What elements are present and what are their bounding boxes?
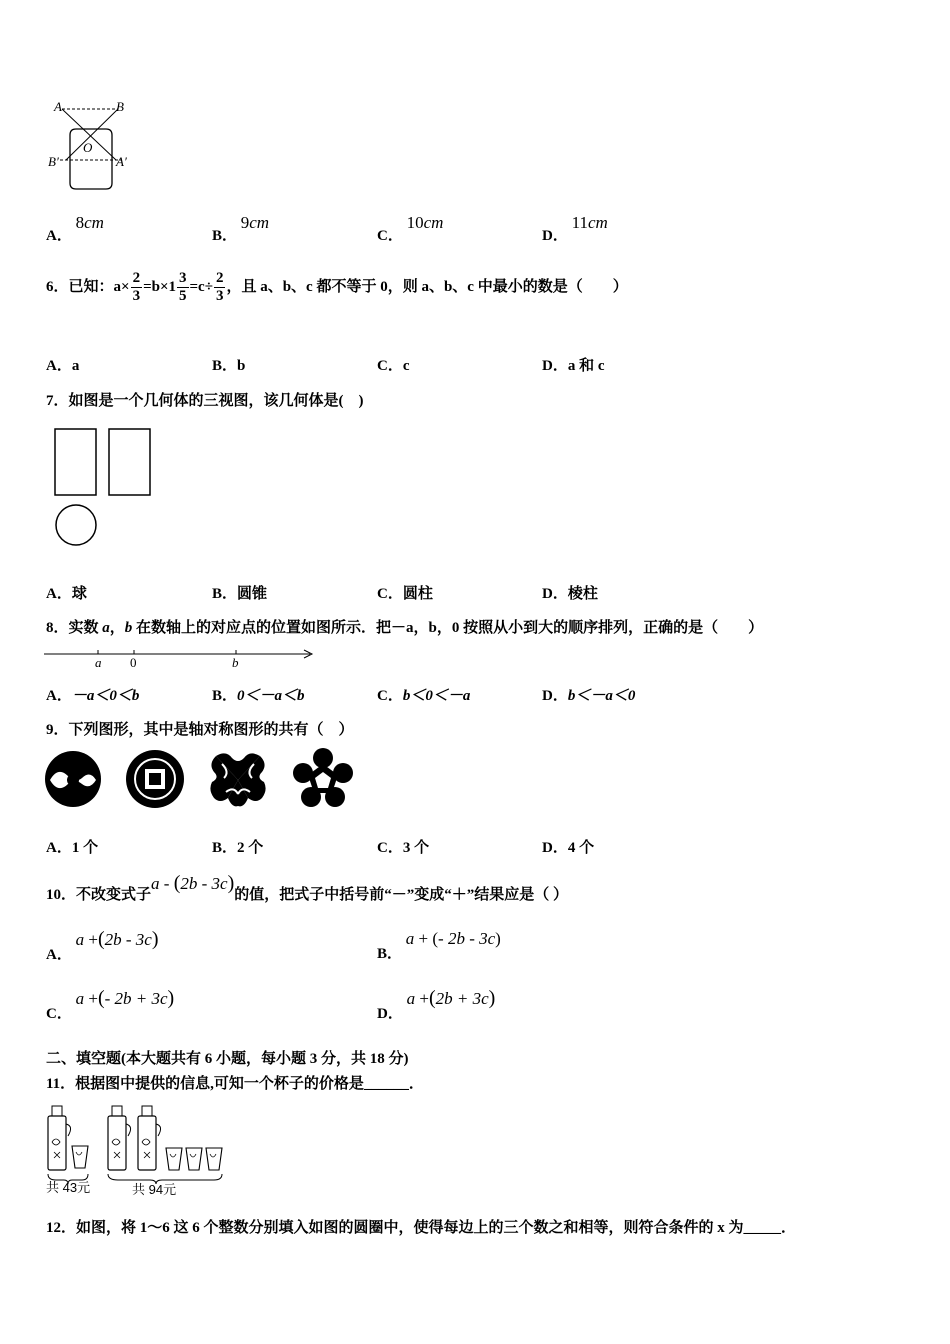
option-letter: A． bbox=[46, 947, 72, 963]
q10-option-d[interactable] bbox=[377, 987, 496, 1022]
option-letter: A． bbox=[46, 840, 72, 856]
q9-option-c[interactable] bbox=[377, 836, 429, 857]
option-unit: cm bbox=[423, 213, 444, 232]
q6-fraction-1 bbox=[131, 270, 143, 305]
q7-three-view-figure bbox=[50, 424, 160, 550]
q6-option-c[interactable] bbox=[377, 354, 410, 375]
q8-stem-pre: 8．实数 bbox=[46, 620, 103, 636]
option-letter: D． bbox=[542, 358, 568, 374]
label-O: O bbox=[83, 140, 93, 155]
paren-close: ) bbox=[495, 929, 501, 948]
denominator: 3 bbox=[132, 288, 141, 304]
q9-option-a[interactable] bbox=[46, 836, 98, 857]
paren-close: ) bbox=[227, 872, 235, 894]
option-value: 11 bbox=[571, 213, 588, 232]
q6-mid-1: =b×1 bbox=[143, 278, 176, 295]
q7-option-b[interactable] bbox=[212, 582, 267, 603]
option-text: 1 个 bbox=[71, 840, 99, 856]
expr-a: a bbox=[75, 930, 85, 949]
label-A: A bbox=[54, 99, 62, 114]
option-letter: B． bbox=[212, 688, 238, 704]
numerator: 2 bbox=[132, 270, 141, 286]
q6-mid-2: =c÷ bbox=[189, 278, 213, 295]
q11-caption-right: 共 94元 bbox=[132, 1182, 177, 1197]
option-text: 0＜－a＜b bbox=[237, 688, 305, 704]
paren-close: ) bbox=[488, 987, 496, 1009]
paren-open: ( bbox=[173, 872, 181, 894]
option-text: 球 bbox=[71, 586, 87, 602]
label-B: B bbox=[116, 99, 124, 114]
option-expression bbox=[76, 989, 175, 1008]
option-letter: D． bbox=[542, 688, 568, 704]
expr-op: + bbox=[418, 929, 429, 948]
option-value: 9 bbox=[240, 213, 250, 232]
option-text: 3 个 bbox=[402, 840, 430, 856]
option-unit: cm bbox=[587, 213, 608, 232]
option-letter: A． bbox=[46, 586, 72, 602]
expr-op: + bbox=[88, 930, 98, 949]
paren-open: ( bbox=[428, 987, 436, 1009]
option-text: b bbox=[237, 358, 246, 374]
option-text: 棱柱 bbox=[567, 586, 598, 602]
expr-a: a bbox=[405, 929, 415, 948]
q10-option-b[interactable] bbox=[377, 928, 501, 962]
q6-option-b[interactable] bbox=[212, 354, 245, 375]
q9-stem: 9．下列图形，其中是轴对称图形的共有（ ） bbox=[46, 722, 354, 738]
option-letter: A． bbox=[46, 358, 72, 374]
option-letter: D． bbox=[377, 1006, 403, 1022]
q5-option-c[interactable] bbox=[377, 212, 444, 244]
q7-option-a[interactable] bbox=[46, 582, 87, 603]
top-view-circle bbox=[56, 505, 96, 545]
numerator: 2 bbox=[215, 270, 224, 286]
q9-option-d[interactable] bbox=[542, 836, 594, 857]
option-letter: C． bbox=[377, 586, 403, 602]
option-letter: C． bbox=[377, 228, 403, 244]
q9-figure-1-yin-yang-circle bbox=[44, 750, 104, 810]
thermos-icon bbox=[138, 1106, 161, 1170]
option-letter: B． bbox=[377, 946, 403, 962]
q5-bottle-figure bbox=[40, 95, 150, 195]
paren-open: ( bbox=[97, 928, 105, 950]
q8-var-a: a bbox=[102, 620, 110, 636]
option-letter: B． bbox=[212, 586, 238, 602]
expr-inner: 2b - 3c bbox=[104, 930, 152, 949]
option-text: a 和 c bbox=[567, 358, 605, 374]
option-letter: C． bbox=[377, 840, 403, 856]
option-value: 8 bbox=[75, 213, 85, 232]
expr-a: a bbox=[75, 989, 85, 1008]
q8-option-c[interactable] bbox=[377, 684, 470, 705]
q10-option-a[interactable] bbox=[46, 928, 159, 963]
q6-stem bbox=[46, 270, 628, 305]
option-letter: A． bbox=[46, 228, 72, 244]
q8-option-a[interactable] bbox=[46, 684, 139, 705]
option-unit: cm bbox=[84, 213, 104, 232]
option-text: 圆柱 bbox=[402, 586, 433, 602]
option-letter: C． bbox=[377, 358, 403, 374]
q8-option-d[interactable] bbox=[542, 684, 635, 705]
option-value: 10 bbox=[406, 213, 424, 232]
q11-caption-left: 共 43元 bbox=[46, 1180, 91, 1195]
expr-op: + bbox=[419, 989, 429, 1008]
q6-suffix: ，且 a、b、c 都不等于 0，则 a、b、c 中最小的数是（ ） bbox=[226, 278, 628, 295]
option-letter: C． bbox=[46, 1006, 72, 1022]
label-A-prime: A′ bbox=[116, 154, 127, 169]
option-expression bbox=[406, 929, 501, 948]
denominator: 3 bbox=[215, 288, 224, 304]
q10-stem-pre: 10．不改变式子 bbox=[46, 887, 152, 903]
q10-stem-post: 的值，把式子中括号前“－”变成“＋”结果应是（ ） bbox=[234, 887, 569, 903]
option-text: b＜0＜－a bbox=[402, 688, 471, 704]
q6-prefix: 6．已知：a× bbox=[46, 278, 130, 295]
axis-label-a: a bbox=[95, 655, 102, 670]
bottle-outline bbox=[70, 129, 112, 189]
label-B-prime: B′ bbox=[48, 154, 59, 169]
q8-option-b[interactable] bbox=[212, 684, 305, 705]
option-letter: A． bbox=[46, 688, 72, 704]
expr-inner: - 2b - 3c bbox=[438, 929, 496, 948]
q7-option-c[interactable] bbox=[377, 582, 433, 603]
option-text: c bbox=[402, 358, 410, 374]
q6-fraction-2 bbox=[177, 270, 189, 305]
q8-stem-post: 在数轴上的对应点的位置如图所示．把－a，b，0 按照从小到大的顺序排列，正确的是（ ） bbox=[132, 620, 764, 636]
q5-option-b[interactable] bbox=[212, 212, 270, 244]
q5-option-a[interactable] bbox=[46, 212, 104, 244]
cup-icon bbox=[166, 1148, 182, 1170]
q5-option-d[interactable] bbox=[542, 212, 608, 244]
thermos-icon bbox=[48, 1106, 71, 1170]
q11-thermos-cups-figure bbox=[42, 1102, 232, 1200]
paren-close: ) bbox=[167, 987, 175, 1009]
section-2-title: 二、填空题(本大题共有 6 小题，每小题 3 分，共 18 分) bbox=[46, 1051, 409, 1067]
option-text: b＜－a＜0 bbox=[567, 688, 636, 704]
q6-option-a[interactable] bbox=[46, 354, 79, 375]
q9-figure-2-coin-square bbox=[126, 750, 186, 810]
expr-a: a bbox=[151, 874, 160, 893]
option-letter: D． bbox=[542, 840, 568, 856]
numerator: 3 bbox=[179, 270, 187, 286]
cup-icon bbox=[186, 1148, 202, 1170]
cup-icon bbox=[206, 1148, 222, 1170]
q10-stem bbox=[46, 872, 569, 903]
paren-open: ( bbox=[97, 987, 105, 1009]
side-view-rect bbox=[109, 429, 150, 495]
q8-comma: ， bbox=[109, 620, 125, 636]
thermos-icon bbox=[108, 1106, 131, 1170]
front-view-rect bbox=[55, 429, 96, 495]
option-expression bbox=[407, 989, 496, 1008]
expr-inner: - 2b + 3c bbox=[104, 989, 168, 1008]
option-text: 2 个 bbox=[237, 840, 264, 856]
q9-figure-3-clover bbox=[206, 750, 270, 810]
q8-var-b: b bbox=[124, 620, 133, 636]
denominator: 5 bbox=[179, 288, 187, 304]
option-expression bbox=[76, 930, 159, 949]
option-text: a bbox=[71, 358, 80, 374]
q11-stem: 11．根据图中提供的信息,可知一个杯子的价格是______． bbox=[46, 1076, 424, 1092]
option-text: 4 个 bbox=[567, 840, 595, 856]
q9-option-b[interactable] bbox=[212, 836, 263, 857]
cup-icon bbox=[72, 1146, 88, 1168]
option-text: －a＜0＜b bbox=[71, 688, 140, 704]
q9-figure-4-pentagon-flower bbox=[292, 748, 354, 810]
expr-op: - bbox=[163, 874, 170, 893]
option-letter: C． bbox=[377, 688, 403, 704]
option-letter: B． bbox=[212, 228, 238, 244]
paren-open: ( bbox=[432, 929, 439, 948]
q6-option-d[interactable] bbox=[542, 354, 605, 375]
axis-label-zero: 0 bbox=[130, 655, 137, 670]
q12-stem: 12．如图，将 1～6 这 6 个整数分别填入如图的圆圈中，使得每边上的三个数之和相等，则符合条件的 x 为_____． bbox=[46, 1220, 797, 1236]
q10-expression bbox=[151, 874, 234, 893]
option-letter: D． bbox=[542, 228, 568, 244]
option-text: 圆锥 bbox=[237, 586, 268, 602]
option-letter: D． bbox=[542, 586, 568, 602]
q6-fraction-3 bbox=[214, 270, 226, 305]
paren-close: ) bbox=[151, 928, 159, 950]
expr-op: + bbox=[88, 989, 98, 1008]
option-letter: B． bbox=[212, 840, 238, 856]
option-unit: cm bbox=[249, 213, 270, 232]
q8-stem bbox=[46, 616, 763, 637]
option-letter: B． bbox=[212, 358, 238, 374]
q10-option-c[interactable] bbox=[46, 987, 175, 1022]
expr-inner: 2b + 3c bbox=[435, 989, 489, 1008]
axis-label-b: b bbox=[232, 655, 239, 670]
q7-option-d[interactable] bbox=[542, 582, 598, 603]
q7-stem: 7．如图是一个几何体的三视图，该几何体是( ) bbox=[46, 393, 364, 409]
expr-inner: 2b - 3c bbox=[180, 874, 228, 893]
expr-a: a bbox=[406, 989, 416, 1008]
q8-number-line bbox=[44, 645, 324, 673]
